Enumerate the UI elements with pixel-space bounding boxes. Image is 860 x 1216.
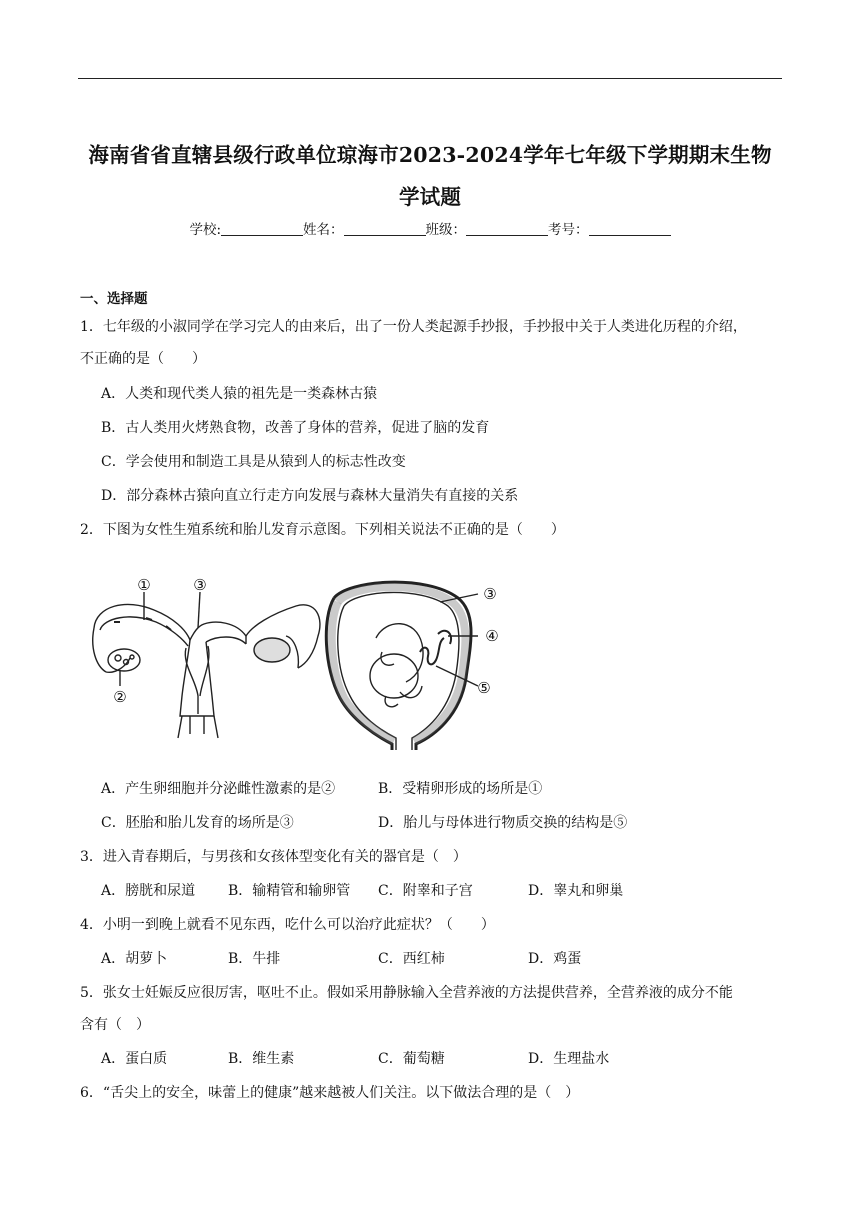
question-2-option-b[interactable]: B．受精卵形成的场所是① <box>378 781 543 797</box>
figure-label-3a: ③ <box>193 578 207 594</box>
exam-no-blank[interactable] <box>589 223 671 236</box>
question-3-stem: 3．进入青春期后，与男孩和女孩体型变化有关的器官是（ ） <box>80 849 467 865</box>
uterus-diagram <box>93 592 320 738</box>
question-5-option-d[interactable]: D．生理盐水 <box>528 1051 610 1067</box>
figure-label-3b: ③ <box>483 585 497 603</box>
question-2-stem: 2．下图为女性生殖系统和胎儿发育示意图。下列相关说法不正确的是（ ） <box>80 522 565 538</box>
school-blank[interactable] <box>221 223 303 236</box>
question-5-option-a[interactable]: A．蛋白质 <box>101 1051 168 1067</box>
question-3-option-b[interactable]: B．输精管和输卵管 <box>228 883 351 899</box>
name-blank[interactable] <box>344 223 426 236</box>
top-rule <box>78 78 782 79</box>
class-label: 班级： <box>425 222 467 238</box>
question-1-stem-cont: 不正确的是（ ） <box>80 351 206 367</box>
question-4-option-a[interactable]: A．胡萝卜 <box>101 951 168 967</box>
page-title: 海南省省直辖县级行政单位琼海市2023-2024学年七年级下学期期末生物 <box>88 143 772 167</box>
figure-label-2: ② <box>113 688 127 706</box>
question-5-option-b[interactable]: B．维生素 <box>228 1051 295 1067</box>
question-5-stem: 5．张女士妊娠反应很厉害，呕吐不止。假如采用静脉输入全营养液的方法提供营养，全营养液的成分不能 <box>80 985 733 1001</box>
name-label: 姓名： <box>303 222 344 238</box>
exam-no-label: 考号： <box>548 222 589 238</box>
student-info-line <box>78 218 782 238</box>
class-blank[interactable] <box>466 223 548 236</box>
question-4-option-c[interactable]: C．西红柿 <box>378 951 445 967</box>
school-label: 学校: <box>189 222 222 238</box>
figure-label-1: ① <box>137 578 151 594</box>
question-3-option-d[interactable]: D．睾丸和卵巢 <box>528 883 624 899</box>
question-2-option-a[interactable]: A．产生卵细胞并分泌雌性激素的是② <box>101 781 336 797</box>
question-1-option-d[interactable]: D．部分森林古猿向直立行走方向发展与森林大量消失有直接的关系 <box>101 488 519 504</box>
question-4-option-b[interactable]: B．牛排 <box>228 951 281 967</box>
fetus-diagram <box>326 582 478 750</box>
section-heading: 一、选择题 <box>80 291 148 307</box>
figure-label-4: ④ <box>485 627 499 645</box>
question-5-option-c[interactable]: C．葡萄糖 <box>378 1051 445 1067</box>
question-1-stem: 1．七年级的小淑同学在学习完人的由来后，出了一份人类起源手抄报，手抄报中关于人类进化历程的介绍， <box>80 319 747 335</box>
question-1-option-b[interactable]: B．古人类用火烤熟食物，改善了身体的营养，促进了脑的发育 <box>101 420 490 436</box>
question-1-option-c[interactable]: C．学会使用和制造工具是从猿到人的标志性改变 <box>101 454 406 470</box>
question-6-stem: 6．“舌尖上的安全，味蕾上的健康”越来越被人们关注。以下做法合理的是（ ） <box>80 1085 580 1101</box>
figure-label-5: ⑤ <box>477 679 491 697</box>
question-1-option-a[interactable]: A．人类和现代类人猿的祖先是一类森林古猿 <box>101 386 378 402</box>
reproductive-system-figure <box>86 578 506 750</box>
question-2-option-d[interactable]: D．胎儿与母体进行物质交换的结构是⑤ <box>378 815 628 831</box>
question-4-option-d[interactable]: D．鸡蛋 <box>528 951 582 967</box>
question-5-stem-cont: 含有（ ） <box>80 1017 150 1033</box>
question-2-option-c[interactable]: C．胚胎和胎儿发育的场所是③ <box>101 815 294 831</box>
question-3-option-a[interactable]: A．膀胱和尿道 <box>101 883 196 899</box>
question-3-option-c[interactable]: C．附睾和子宫 <box>378 883 473 899</box>
page-title-line2: 学试题 <box>398 185 462 209</box>
question-4-stem: 4．小明一到晚上就看不见东西，吃什么可以治疗此症状？（ ） <box>80 917 495 933</box>
